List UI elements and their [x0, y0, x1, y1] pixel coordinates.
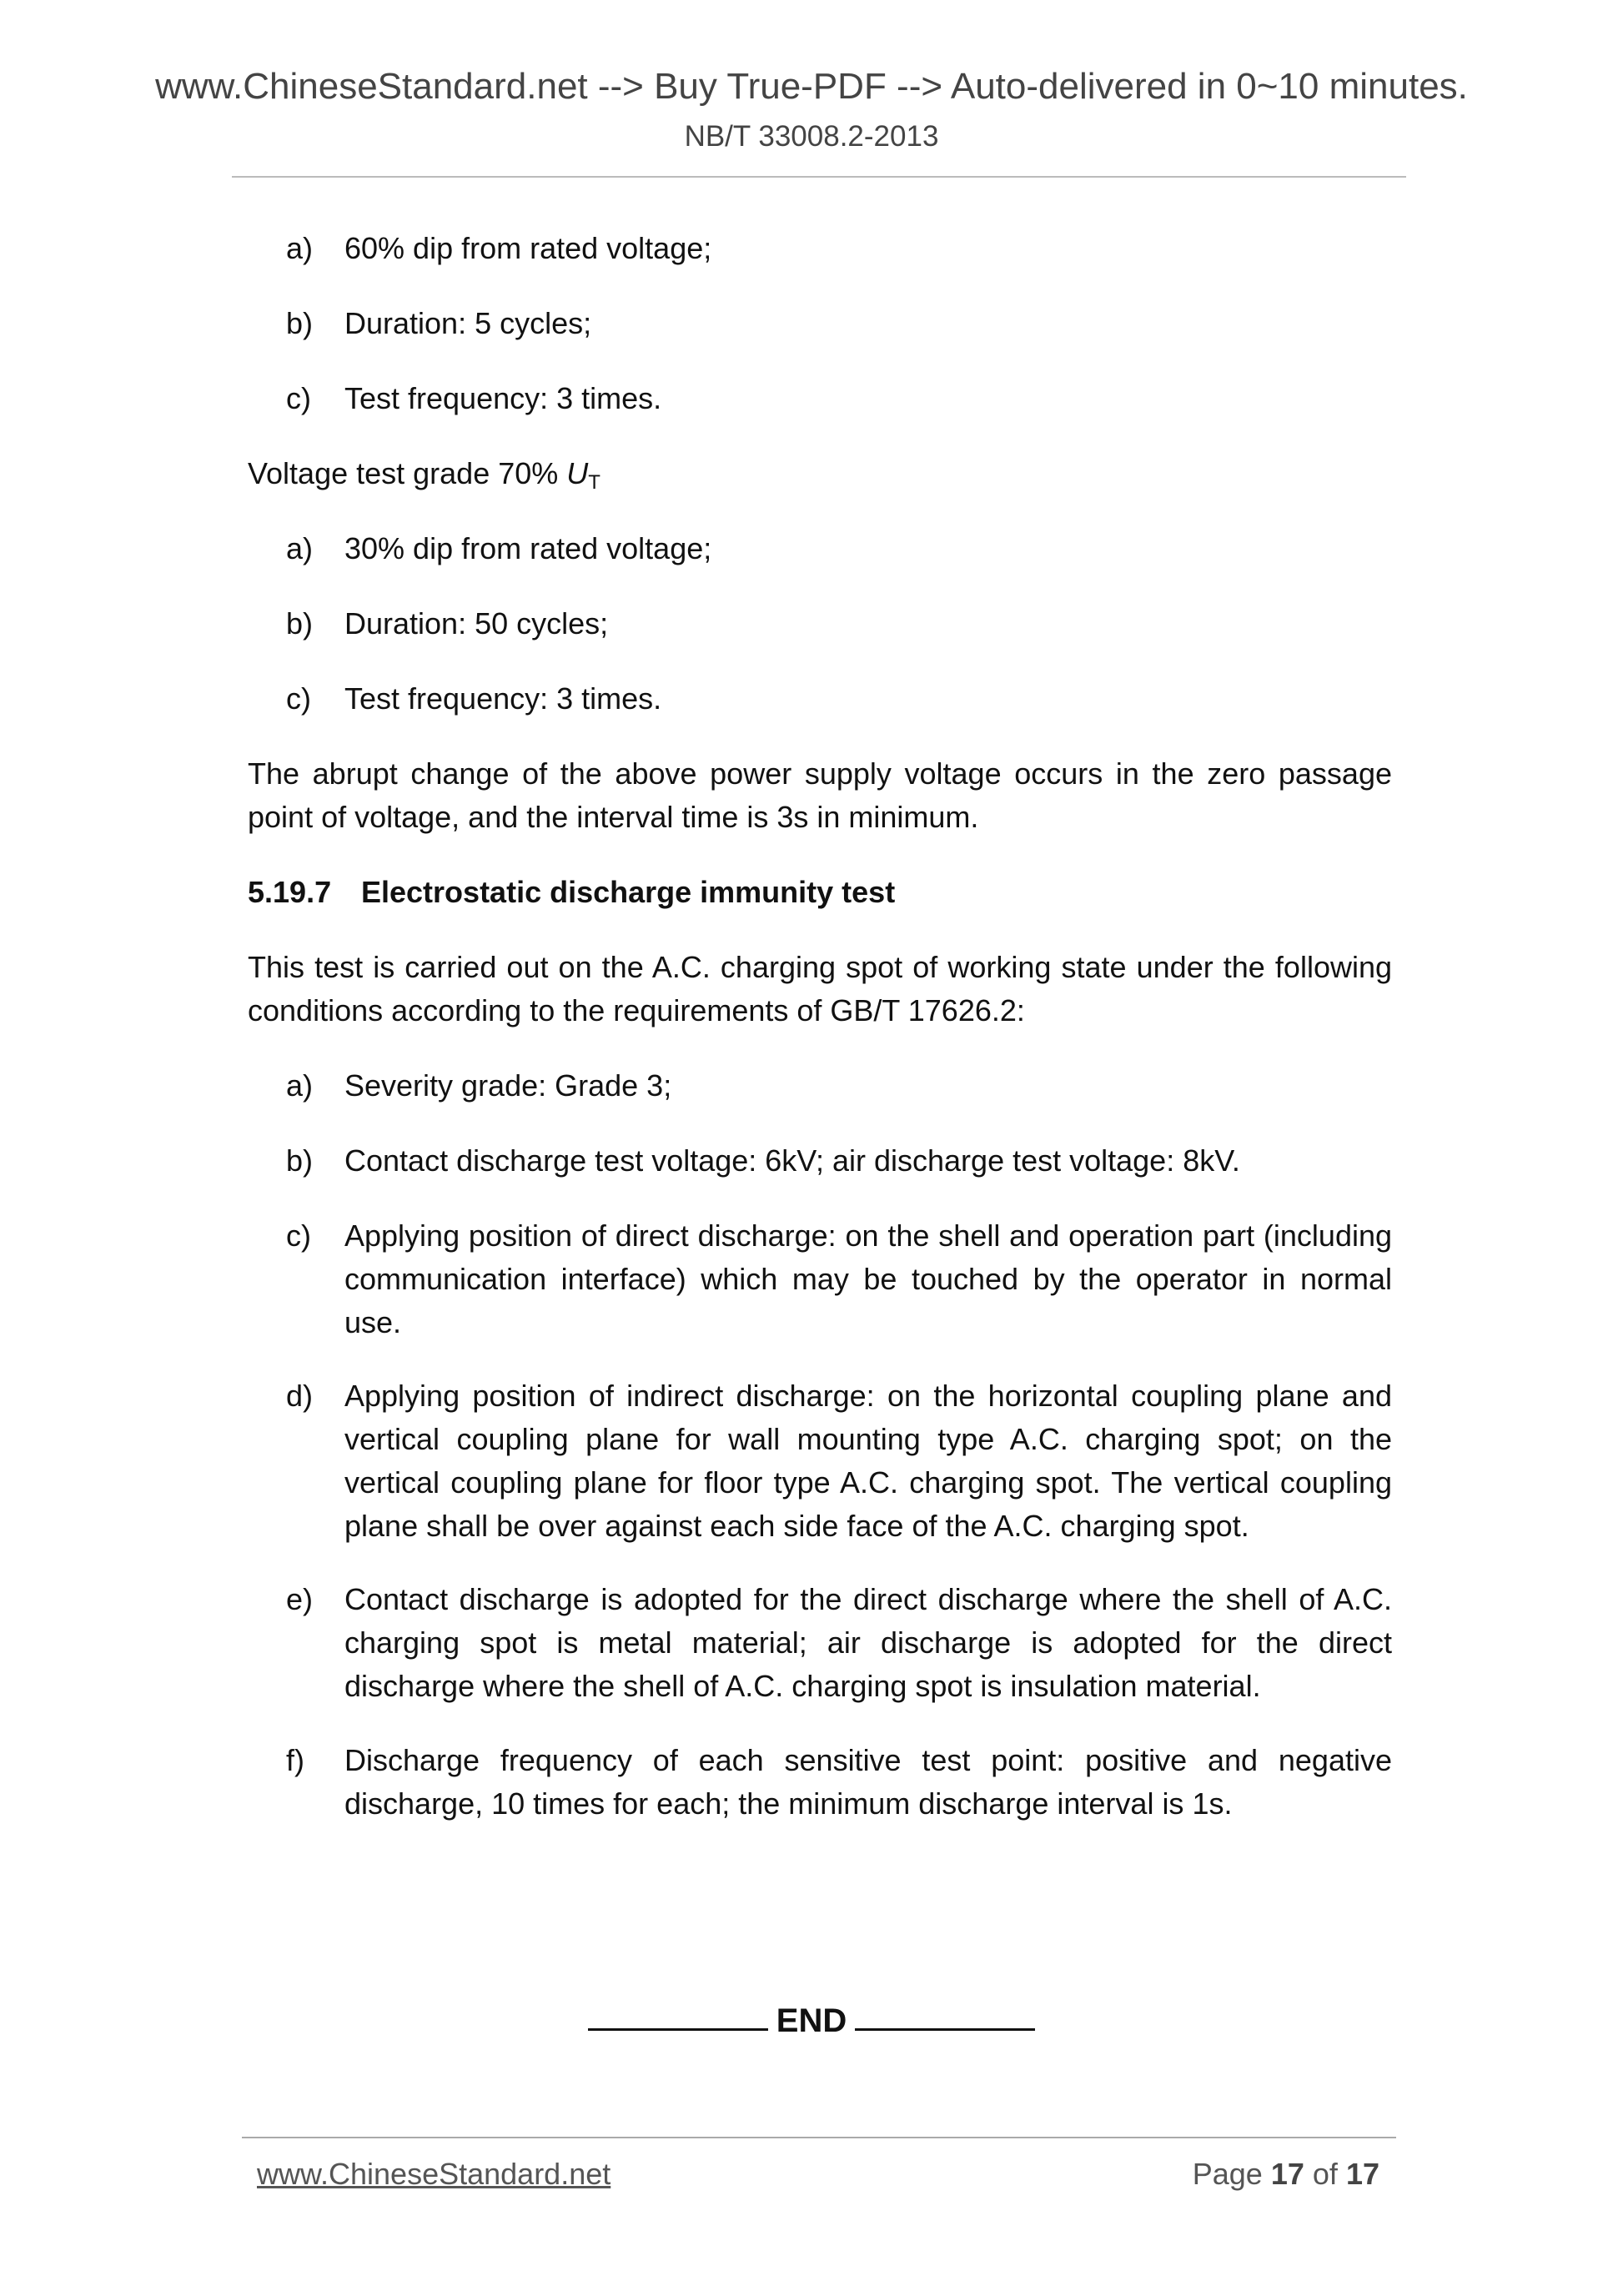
list-item-label: b): [286, 1143, 314, 1178]
list-item: [286, 302, 1392, 345]
abrupt-change-paragraph: The abrupt change of the above power supply voltage occurs in the zero passage point of voltage, and the interval time is 3s in minimum.: [248, 756, 1392, 834]
list-item: [286, 1139, 1392, 1183]
list-item-label: b): [286, 306, 314, 340]
list-item: [286, 1064, 1392, 1108]
list-item-text: Duration: 50 cycles;: [344, 606, 609, 641]
end-line-left: [588, 2000, 768, 2031]
list-item-label: c): [286, 381, 311, 415]
page-word: Page: [1192, 2157, 1263, 2191]
list-item-text: Contact discharge test voltage: 6kV; air discharge test voltage: 8kV.: [344, 1143, 1240, 1178]
list-item-text: 30% dip from rated voltage;: [344, 531, 712, 565]
page-total: 17: [1345, 2157, 1379, 2191]
list-item: [286, 1578, 1392, 1708]
list-item-label: b): [286, 606, 314, 641]
list-item-label: f): [286, 1743, 304, 1777]
list-item-text: Discharge frequency of each sensitive test point: positive and negative discharge, 10 times for each; the minimum discharge interval is 1s.: [344, 1743, 1392, 1821]
voltage-symbol: U: [566, 456, 589, 490]
list-item-text: Applying position of direct discharge: on the shell and operation part (including communication interface) which may be touched by the operator in normal use.: [344, 1218, 1392, 1339]
list-item: [286, 1739, 1392, 1826]
list-item-text: Duration: 5 cycles;: [344, 306, 592, 340]
voltage-grade-line: [248, 452, 1392, 505]
footer-site-link[interactable]: www.ChineseStandard.net: [257, 2157, 611, 2191]
list-item-text: Contact discharge is adopted for the direct discharge where the shell of A.C. charging spot is metal material; air discharge is adopted for the direct discharge where the shell of A.C. charging spot is insulation material.: [344, 1582, 1392, 1703]
page-current: 17: [1270, 2157, 1304, 2191]
list-item-label: c): [286, 681, 311, 716]
footer-page-number: [1193, 2156, 1379, 2193]
list-item-label: a): [286, 231, 314, 265]
list-item-label: c): [286, 1218, 311, 1253]
list-item: [286, 602, 1392, 646]
of-word: of: [1312, 2157, 1338, 2191]
section-heading: [248, 871, 1392, 914]
header-divider: [232, 176, 1406, 178]
standard-number: NB/T 33008.2-2013: [684, 120, 939, 153]
list-item: [286, 377, 1392, 420]
section-intro: This test is carried out on the A.C. charging spot of working state under the following conditions according to the requirements of GB/T 17626.2:: [248, 950, 1392, 1027]
list-item-text: Severity grade: Grade 3;: [344, 1068, 672, 1103]
list-item-label: a): [286, 531, 314, 565]
list-item-text: Test frequency: 3 times.: [344, 381, 662, 415]
voltage-grade-prefix: Voltage test grade 70%: [248, 456, 567, 490]
end-marker: [0, 2000, 1623, 2042]
list-item-text: 60% dip from rated voltage;: [344, 231, 712, 265]
list-item: [286, 227, 1392, 270]
end-label: END: [776, 2002, 847, 2039]
section-title: Electrostatic discharge immunity test: [361, 875, 896, 909]
list-item-label: a): [286, 1068, 314, 1103]
list-item: [286, 1374, 1392, 1548]
header-banner: www.ChineseStandard.net --> Buy True-PDF --> Auto-delivered in 0~10 minutes.: [155, 66, 1468, 107]
footer-divider: [242, 2137, 1396, 2138]
list-item-text: Test frequency: 3 times.: [344, 681, 662, 716]
list-item-text: Applying position of indirect discharge: on the horizontal coupling plane and vertical coupling plane for wall mounting type A.C. charging spot; on the vertical coupling plane for floor type A.C. charging spot. The vertical coupling plane shall be over against each side face of the A.C. charging spot.: [344, 1379, 1392, 1543]
list-item: [286, 1214, 1392, 1344]
section-number: 5.19.7: [248, 875, 332, 909]
list-item: [286, 527, 1392, 570]
list-item-label: d): [286, 1379, 314, 1413]
list-item: [286, 677, 1392, 721]
voltage-subscript: T: [588, 471, 600, 494]
end-line-right: [855, 2000, 1035, 2031]
list-item-label: e): [286, 1582, 314, 1616]
